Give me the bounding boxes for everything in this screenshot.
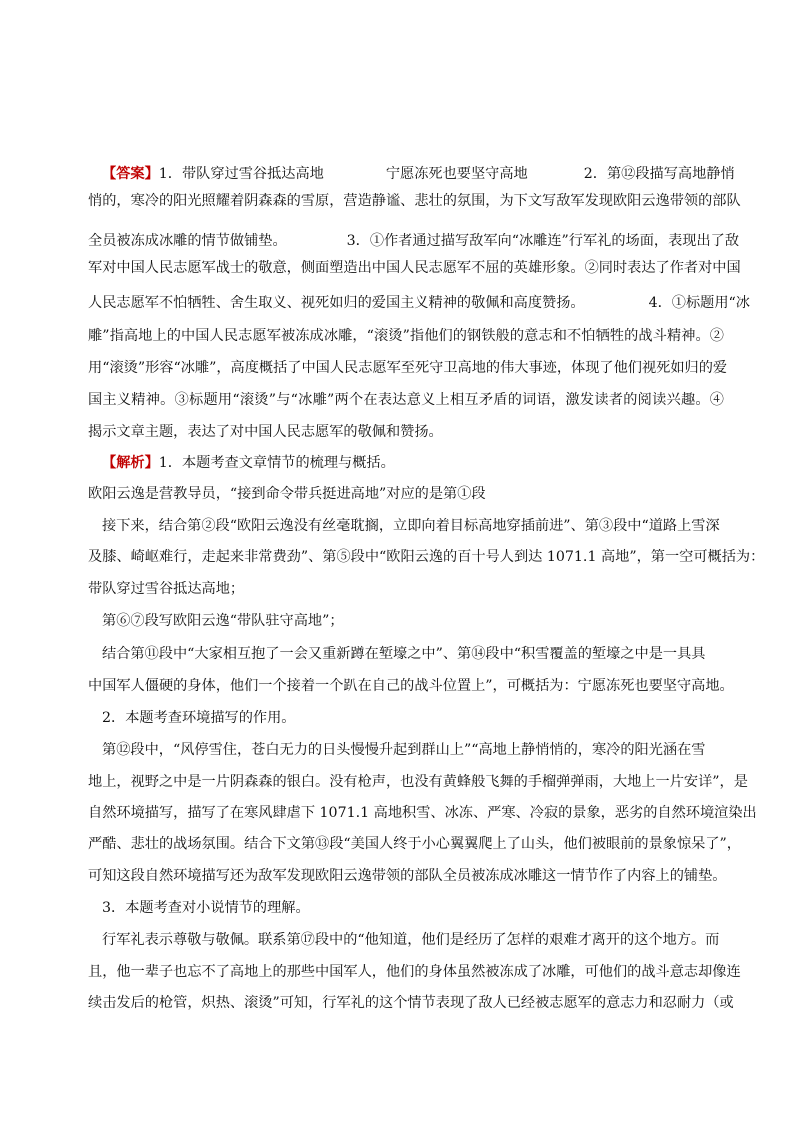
analysis-line-5: 带队穿过雪谷抵达高地； <box>88 581 245 597</box>
analysis-line-4: 及膝、崎岖难行，走起来非常费劲”、第⑤段中“欧阳云逸的百十号人到达 1071.1 高地”，第一空可概括为： <box>88 549 765 565</box>
answer-item-3-end: 人民志愿军不怕牺牲、舍生取义、视死如归的爱国主义精神的敬佩和高度赞扬。 <box>88 295 585 311</box>
analysis-line-14: 可知这段自然环境描写还为敌军发现欧阳云逸带领的部队全员被冻成冰雕这一情节作了内容上的铺垫。 <box>88 868 727 884</box>
analysis-text: 接下来，结合第②段“欧阳云逸没有丝毫耽搁，立即向着目标高地穿插前进”、第③段中“道路上雪深 <box>102 518 720 534</box>
analysis-heading-2: 2．本题考查环境描写的作用。 <box>102 710 296 726</box>
answer-line-7: 用“滚烫”形容“冰雕”，高度概括了中国人民志愿军至死守卫高地的伟大事迹，体现了他们视死如归的爱 <box>88 360 728 376</box>
analysis-line-18: 续击发后的枪管，炽热、滚烫”可知，行军礼的这个情节表现了敌人已经被志愿军的意志力和忍耐力（或 <box>88 995 734 1011</box>
analysis-line-12: 自然环境描写，描写了在寒风肆虐下 1071.1 高地积雪、冰冻、严寒、冷寂的景象，恶劣的自然环境渲染出 <box>88 805 757 821</box>
analysis-line-3 <box>88 516 724 538</box>
analysis-line-10 <box>88 740 724 762</box>
analysis-text: 行军礼表示尊敬与敬佩。联系第⑰段中的“他知道，他们是经历了怎样的艰难才离开的这个地方。而 <box>102 932 720 948</box>
answer-item-1: 1．带队穿过雪谷抵达高地 <box>158 166 324 182</box>
answer-line-5 <box>88 293 750 315</box>
analysis-text: 第⑫段中，“风停雪住，苍白无力的日头慢慢升起到群山上”“高地上静悄悄的，寒冷的阳光涵在雪 <box>102 742 706 758</box>
analysis-line-16 <box>88 930 724 952</box>
analysis-text: 欧阳云逸是营教导员，“接到命令带兵挺进高地”对应的是第①段 <box>88 486 486 502</box>
analysis-line-11: 地上，视野之中是一片阴森森的银白。没有枪声，也没有黄蜂般飞舞的手榴弹弹雨，大地上一片安详”，是 <box>88 774 748 790</box>
answer-line-4: 军对中国人民志愿军战士的敬意，侧面塑造出中国人民志愿军不屈的英雄形象。②同时表达了作者对中国 <box>88 260 741 276</box>
answer-line-9: 揭示文章主题，表达了对中国人民志愿军的敬佩和赞扬。 <box>88 424 443 440</box>
analysis-text: 结合第⑪段中“大家相互抱了一会又重新蹲在堑壕之中”、第⑭段中“积雪覆盖的堑壕之中是一具具 <box>102 646 706 662</box>
answer-item-2-end: 全员被冻成冰雕的情节做铺垫。 <box>88 233 287 249</box>
analysis-line-7 <box>88 644 724 666</box>
answer-line-1 <box>88 164 735 186</box>
analysis-heading-1: 1．本题考查文章情节的梳理与概括。 <box>158 455 395 471</box>
analysis-line-1 <box>88 453 724 475</box>
answer-item-3-start: 3．①作者通过描写敌军向“冰雕连”行军礼的场面，表现出了敌 <box>346 233 740 249</box>
analysis-line-9 <box>88 708 724 730</box>
answer-item-1-part-2: 宁愿冻死也要坚守高地 <box>385 166 528 182</box>
answer-label: 【答案】 <box>102 166 159 182</box>
analysis-line-15 <box>88 898 724 920</box>
answer-line-2: 悄的，寒冷的阳光照耀着阴森森的雪原，营造静谧、悲壮的氛围，为下文写敌军发现欧阳云逸带领的部队 <box>88 193 741 209</box>
analysis-text: 第⑥⑦段写欧阳云逸“带队驻守高地”； <box>102 613 344 629</box>
analysis-line-17: 且，他一辈子也忘不了高地上的那些中国军人，他们的身体虽然被冻成了冰雕，可他们的战斗意志却像连 <box>88 964 741 980</box>
analysis-line-8: 中国军人僵硬的身体，他们一个接着一个趴在自己的战斗位置上”，可概括为：宁愿冻死也要坚守高地。 <box>88 678 734 694</box>
answer-line-6: 雕”指高地上的中国人民志愿军被冻成冰雕，“滚烫”指他们的钢铁般的意志和不怕牺牲的战斗精神。② <box>88 328 724 344</box>
answer-item-4-start: 4．①标题用“冰 <box>648 295 750 311</box>
answer-item-2-start: 2．第⑫段描写高地静悄 <box>583 166 735 182</box>
answer-line-3 <box>88 231 740 253</box>
analysis-heading-3: 3．本题考查对小说情节的理解。 <box>102 900 310 916</box>
analysis-line-6 <box>88 611 724 633</box>
analysis-line-2 <box>88 484 724 506</box>
analysis-line-13: 严酷、悲壮的战场氛围。结合下文第⑬段“美国人终于小心翼翼爬上了山头，他们被眼前的景象惊呆了”， <box>88 836 741 852</box>
analysis-label: 【解析】 <box>102 455 159 471</box>
answer-line-8: 国主义精神。③标题用“滚烫”与“冰雕”两个在表达意义上相互矛盾的词语，激发读者的阅读兴趣。④ <box>88 392 724 408</box>
